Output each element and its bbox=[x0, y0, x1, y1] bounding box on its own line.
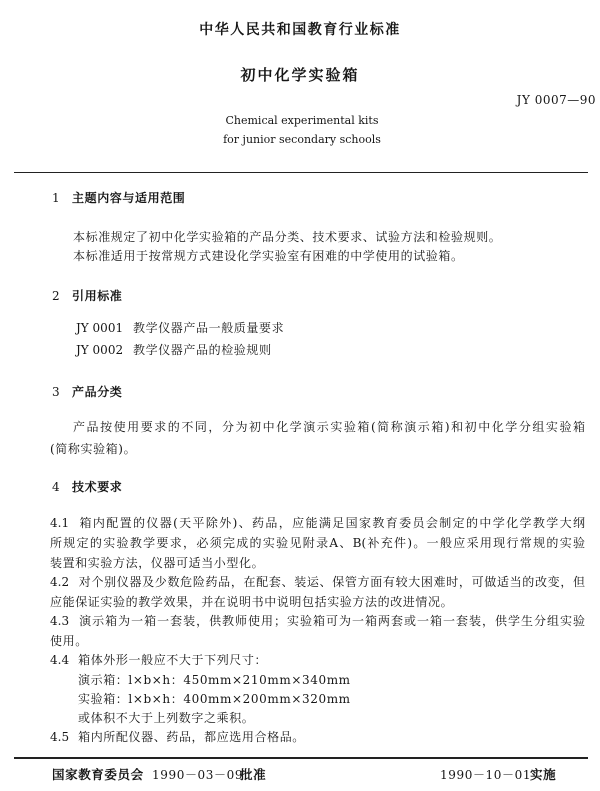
header-divider bbox=[14, 172, 588, 173]
reference-item bbox=[76, 342, 272, 358]
clause-number: 4.4 bbox=[50, 653, 70, 667]
paragraph: 本标准规定了初中化学实验箱的产品分类、技术要求、试验方法和检验规则。 bbox=[73, 230, 502, 244]
reference-code: JY 0002 bbox=[76, 343, 124, 357]
clause-text: 演示箱为一箱一套装，供教师使用；实验箱可为一箱两套或一箱一套装，供学生分组实验 bbox=[78, 614, 585, 628]
section-number: 1 bbox=[52, 191, 61, 205]
clause-line bbox=[50, 515, 585, 531]
clause-text: 对个别仪器及少数危险药品，在配套、装运、保管方面有较大困难时，可做适当的改变，但 bbox=[78, 575, 585, 589]
clause-number: 4.2 bbox=[50, 575, 70, 589]
standard-code: JY 0007—90 bbox=[516, 93, 596, 107]
section-number: 4 bbox=[52, 480, 61, 494]
section-number: 3 bbox=[52, 385, 61, 399]
approve-date: 1990－03－09 bbox=[152, 768, 244, 782]
clause-line bbox=[50, 729, 305, 745]
reference-item bbox=[76, 320, 284, 336]
effective-date: 1990－10－01 bbox=[440, 768, 532, 782]
clause-line bbox=[50, 574, 585, 590]
effective-label: 实施 bbox=[530, 767, 557, 782]
clause-line: 应能保证实验的教学效果，并在说明书中说明包括实验方法的改进情况。 bbox=[50, 595, 454, 609]
section-number: 2 bbox=[52, 289, 61, 303]
clause-number: 4.3 bbox=[50, 614, 70, 628]
clause-text: 箱内配置的仪器(天平除外)、药品，应能满足国家教育委员会制定的中学化学教学大纲 bbox=[78, 516, 585, 530]
section-heading-2 bbox=[52, 288, 122, 304]
section-title: 主题内容与适用范围 bbox=[72, 191, 186, 205]
document-title: 初中化学实验箱 bbox=[240, 66, 360, 84]
clause-text: 箱体外形一般应不大于下列尺寸： bbox=[78, 653, 268, 667]
clause-line bbox=[50, 652, 267, 668]
section-heading-3 bbox=[52, 384, 122, 400]
reference-title: 教学仪器产品的检验规则 bbox=[133, 343, 272, 357]
clause-number: 4.5 bbox=[50, 730, 70, 744]
section-title: 引用标准 bbox=[72, 289, 123, 303]
reference-code: JY 0001 bbox=[76, 321, 124, 335]
reference-title: 教学仪器产品一般质量要求 bbox=[133, 321, 285, 335]
clause-line: 或体积不大于上列数字之乘积。 bbox=[78, 711, 255, 725]
clause-text: 箱内所配仪器、药品，都应选用合格品。 bbox=[78, 730, 305, 744]
standard-category: 中华人民共和国教育行业标准 bbox=[199, 22, 401, 38]
paragraph-line: (简称实验箱)。 bbox=[50, 442, 137, 456]
clause-line bbox=[50, 613, 585, 629]
clause-line: 装置和实验方法，仪器可适当小型化。 bbox=[50, 556, 265, 570]
dimension-experiment-box: 实验箱：l×b×h：400mm×200mm×320mm bbox=[78, 692, 351, 706]
section-heading-1 bbox=[52, 190, 185, 206]
approve-label: 批准 bbox=[240, 767, 267, 782]
clause-line: 使用。 bbox=[50, 634, 88, 648]
clause-number: 4.1 bbox=[50, 516, 70, 530]
section-heading-4 bbox=[52, 479, 122, 495]
dimension-demo-box: 演示箱：l×b×h：450mm×210mm×340mm bbox=[78, 673, 351, 687]
section-title: 技术要求 bbox=[72, 480, 123, 494]
english-title-line2: for junior secondary schools bbox=[223, 133, 381, 146]
section-title: 产品分类 bbox=[72, 385, 123, 399]
paragraph: 本标准适用于按常规方式建设化学实验室有困难的中学使用的试验箱。 bbox=[73, 249, 464, 263]
clause-line: 所规定的实验教学要求，必须完成的实验见附录A、B(补充件)。一般应采用现行常规的实验 bbox=[50, 536, 585, 550]
paragraph-line: 产品按使用要求的不同，分为初中化学演示实验箱(简称演示箱)和初中化学分组实验箱 bbox=[73, 420, 585, 434]
footer-divider bbox=[14, 757, 588, 759]
english-title-line1: Chemical experimental kits bbox=[225, 114, 379, 127]
approver: 国家教育委员会 bbox=[52, 767, 144, 782]
